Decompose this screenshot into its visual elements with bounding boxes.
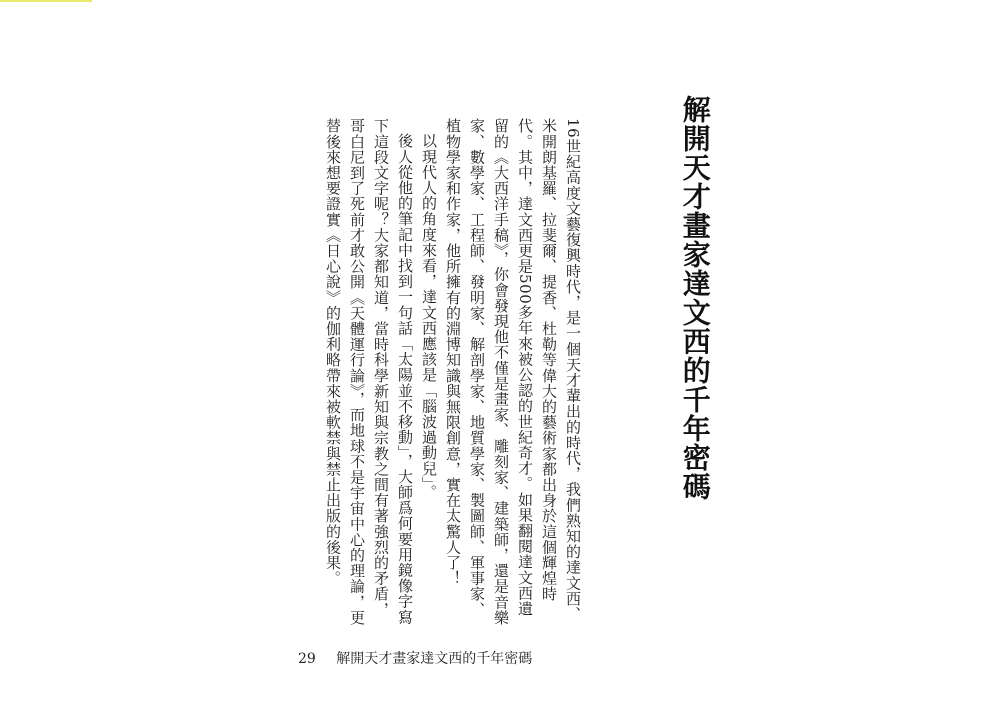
paragraph-3: 後人從他的筆記中找到一句話「太陽並不移動」，大師爲何要用鏡像字寫下這段文字呢？大家都知道，當時科學新知與宗教之間有著強烈的矛盾，哥白尼到了死前才敢公開《天體運行論》，而地球不是宇宙中心的理論，更替後來想要證實《日心說》的伽利略帶來被軟禁與禁止出版的後果。 [324,118,414,626]
body-text [300,118,585,626]
chapter-title: 解開天才畫家達文西的千年密碼 [678,95,712,501]
page-number: 29 [298,651,316,667]
running-title: 解開天才畫家達文西的千年密碼 [336,651,533,667]
paragraph-1: 16世紀高度文藝復興時代，是一個天才輩出的時代，我們熟知的達文西、米開朗基羅、拉斐爾、提香、杜勒等偉大的藝術家都出身於這個輝煌時代。其中，達文西更是500多年來被公認的世紀奇才。如果翻閱達文西遺留的《大西洋手稿》，你會發現他不僅是畫家、雕刻家、建築師，還是音樂家、數學家、工程師、發明家、解剖學家、地質學家、製圖師、軍事家、植物學家和作家，他所擁有的淵博知識與無限創意，實在太驚人了！ [444,118,582,626]
edge-mark [0,0,92,2]
page-footer [298,648,532,668]
paragraph-2: 以現代人的角度來看，達文西應該是「腦波過動兒」。 [420,133,438,500]
